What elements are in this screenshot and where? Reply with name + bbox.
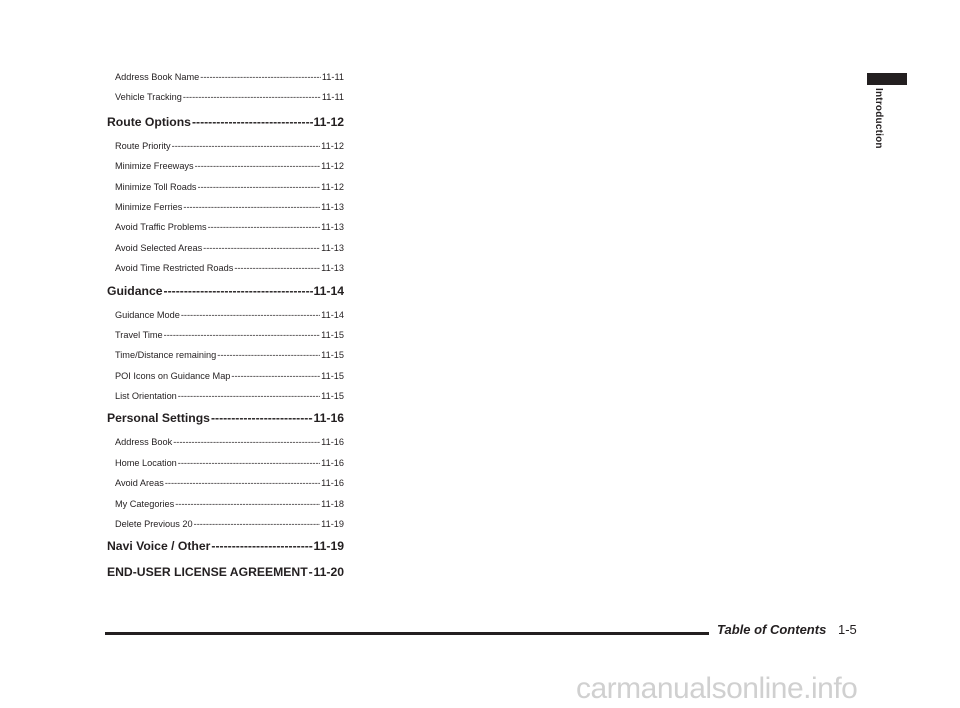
toc-entry[interactable] [107,180,344,200]
toc-entry-label: Personal Settings [107,411,210,426]
toc-entry[interactable] [107,200,344,220]
toc-entry-page: 11-20 [313,565,344,580]
toc-entry[interactable] [107,389,344,409]
toc-entry-page: 11-16 [321,457,344,468]
dot-leader [192,113,313,131]
dot-leader [203,241,320,255]
footer-rule [105,632,709,635]
dot-leader [217,348,320,362]
dot-leader [208,220,321,234]
toc-entry-page: 11-13 [321,263,344,274]
toc-entry-page: 11-16 [321,437,344,448]
toc-entry-label: Avoid Time Restricted Roads [115,263,234,274]
toc-entry-page: 11-15 [321,370,344,381]
toc-entry-label: Address Book Name [115,72,200,82]
dot-leader [231,369,320,383]
toc-entry-page: 11-19 [321,519,344,530]
toc-entry-page: 11-11 [321,92,344,103]
toc-entry-page: 11-16 [313,411,344,426]
dot-leader [183,90,321,104]
dot-leader [234,261,320,275]
toc-entry-label: Time/Distance remaining [115,350,217,361]
toc-entry-label: Avoid Selected Areas [115,242,203,253]
dot-leader [165,476,320,490]
toc-entry-label: Travel Time [115,329,163,340]
toc-section-entry[interactable] [107,409,344,435]
toc-entry-page: 11-13 [321,242,344,253]
dot-leader [194,517,321,531]
toc-entry-label: Navi Voice / Other [107,539,211,554]
toc-section-entry[interactable] [107,282,344,308]
dot-leader [211,537,312,555]
toc-entry-label: POI Icons on Guidance Map [115,370,231,381]
toc-entry-page: 11-12 [321,181,344,192]
toc-entry[interactable] [107,476,344,496]
toc-entry[interactable] [107,139,344,159]
toc-entry-page: 11-12 [313,114,344,129]
toc-entry[interactable] [107,159,344,179]
toc-entry-label: Minimize Toll Roads [115,181,197,192]
toc-entry-label: Address Book [115,437,173,448]
toc-entry[interactable] [107,70,344,90]
toc-entry-label: Route Options [107,114,191,129]
toc-entry-label: Avoid Traffic Problems [115,222,207,233]
toc-entry-page: 11-12 [321,140,344,151]
toc-entry-page: 11-15 [321,391,344,402]
toc-section-entry[interactable] [107,113,344,139]
toc-section-entry[interactable] [107,563,344,589]
toc-entry-page: 11-11 [321,72,344,82]
dot-leader [211,409,313,427]
toc-entry[interactable] [107,308,344,328]
toc-entry-label: Route Priority [115,140,171,151]
toc-entry-label: END-USER LICENSE AGREEMENT [107,565,308,580]
toc-entry[interactable] [107,241,344,261]
toc-entry-page: 11-13 [321,201,344,212]
dot-leader [172,139,321,153]
dot-leader [181,308,320,322]
toc-entry[interactable] [107,328,344,348]
toc-section-entry[interactable] [107,537,344,563]
dot-leader [198,180,321,194]
toc-entry-label: List Orientation [115,391,177,402]
toc-entry[interactable] [107,435,344,455]
toc-entry-page: 11-14 [313,283,344,298]
toc-entry-label: Home Location [115,457,177,468]
toc-entry-label: Guidance [107,283,163,298]
toc-entry[interactable] [107,517,344,537]
toc-entry-page: 11-13 [321,222,344,233]
dot-leader [164,282,313,300]
toc-entry[interactable] [107,261,344,281]
page-number: 1-5 [838,622,857,637]
toc-entry[interactable] [107,456,344,476]
section-tab-marker [867,73,907,85]
toc-entry[interactable] [107,90,344,110]
toc-entry[interactable] [107,220,344,240]
toc-entry-page: 11-18 [321,498,344,509]
toc-entry-label: Minimize Freeways [115,161,194,172]
dot-leader [195,159,321,173]
toc-entry-page: 11-19 [313,539,344,554]
toc-entry[interactable] [107,497,344,517]
dot-leader [164,328,321,342]
dot-leader [183,200,320,214]
watermark-text: carmanualsonline.info [576,672,858,705]
dot-leader [178,456,320,470]
toc-entry-label: Vehicle Tracking [115,92,182,103]
toc-entry-label: My Categories [115,498,175,509]
dot-leader [175,497,320,511]
toc-entry-page: 11-15 [321,350,344,361]
toc-entry-label: Minimize Ferries [115,201,183,212]
dot-leader [178,389,320,403]
toc-entry-page: 11-15 [321,329,344,340]
toc-entry-label: Avoid Areas [115,478,164,489]
toc-entry[interactable] [107,348,344,368]
toc-entry-label: Guidance Mode [115,309,180,320]
section-tab-label: Introduction [873,88,884,149]
footer-title: Table of Contents [717,622,827,637]
toc-entry[interactable] [107,369,344,389]
toc-entry-label: Delete Previous 20 [115,519,193,530]
dot-leader [200,70,321,84]
dot-leader [309,563,313,581]
dot-leader [173,435,320,449]
table-of-contents [107,70,344,589]
toc-entry-page: 11-16 [321,478,344,489]
toc-entry-page: 11-14 [321,309,344,320]
toc-entry-page: 11-12 [321,161,344,172]
